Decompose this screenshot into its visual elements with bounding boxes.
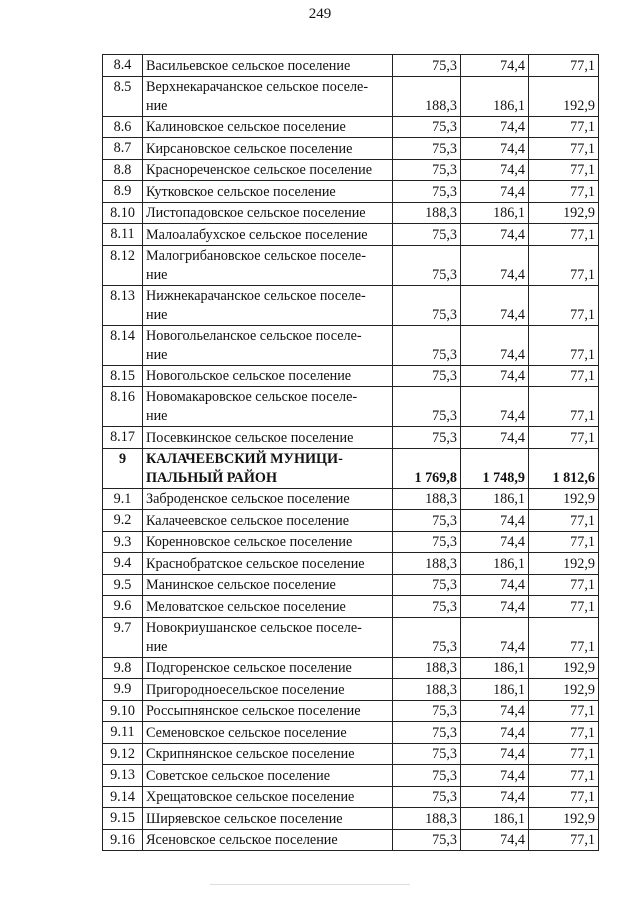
table-row (103, 76, 599, 116)
value-col-3: 77,1 (529, 365, 599, 387)
settlement-name (143, 159, 393, 181)
row-number: 8.9 (103, 181, 143, 203)
row-number: 8.16 (103, 387, 143, 427)
settlement-name-line: Малогрибановское сельское поселе- (146, 247, 366, 264)
settlement-name-line: Заброденское сельское поселение (146, 491, 350, 507)
value-col-1: 75,3 (393, 159, 461, 181)
row-number: 8.5 (103, 76, 143, 116)
value-col-1: 75,3 (393, 285, 461, 325)
value-col-3: 192,9 (529, 657, 599, 679)
value-col-3: 77,1 (529, 574, 599, 596)
settlement-name (143, 722, 393, 744)
value-col-1: 75,3 (393, 138, 461, 160)
settlement-name (143, 531, 393, 553)
row-number: 8.17 (103, 427, 143, 449)
table-row (103, 427, 599, 449)
row-number: 9.7 (103, 617, 143, 657)
value-col-3: 77,1 (529, 116, 599, 138)
row-number: 9.1 (103, 488, 143, 510)
row-number: 8.8 (103, 159, 143, 181)
value-col-2: 74,4 (461, 181, 529, 203)
budget-table (102, 54, 599, 851)
table-row (103, 700, 599, 722)
settlement-name-line: Подгоренское сельское поселение (146, 660, 352, 676)
value-col-3: 77,1 (529, 387, 599, 427)
table-row (103, 387, 599, 427)
settlement-name (143, 245, 393, 285)
settlement-name (143, 202, 393, 224)
value-col-3: 77,1 (529, 325, 599, 365)
value-col-3: 1 812,6 (529, 448, 599, 488)
row-number: 8.6 (103, 116, 143, 138)
row-number: 9.14 (103, 786, 143, 808)
table-row (103, 488, 599, 510)
value-col-1: 75,3 (393, 55, 461, 77)
value-col-1: 75,3 (393, 387, 461, 427)
value-col-1: 75,3 (393, 722, 461, 744)
value-col-2: 1 748,9 (461, 448, 529, 488)
value-col-2: 186,1 (461, 657, 529, 679)
table-row (103, 181, 599, 203)
value-col-3: 77,1 (529, 700, 599, 722)
row-number: 8.13 (103, 285, 143, 325)
settlement-name-line: Посевкинское сельское поселение (146, 429, 354, 446)
settlement-name (143, 55, 393, 77)
settlement-name (143, 285, 393, 325)
value-col-1: 188,3 (393, 202, 461, 224)
settlement-name (143, 488, 393, 510)
row-number: 9.11 (103, 722, 143, 744)
row-number: 9.12 (103, 743, 143, 765)
settlement-name-line: Васильевское сельское поселение (146, 57, 351, 74)
settlement-name (143, 596, 393, 618)
value-col-1: 75,3 (393, 829, 461, 851)
value-col-2: 74,4 (461, 365, 529, 387)
value-col-3: 192,9 (529, 808, 599, 830)
value-col-2: 186,1 (461, 808, 529, 830)
settlement-name-line: Манинское сельское поселение (146, 577, 336, 593)
value-col-3: 77,1 (529, 245, 599, 285)
settlement-name (143, 387, 393, 427)
value-col-2: 186,1 (461, 488, 529, 510)
settlement-name (143, 138, 393, 160)
settlement-name (143, 448, 393, 488)
settlement-name-line: Кирсановское сельское поселение (146, 140, 353, 157)
value-col-3: 77,1 (529, 285, 599, 325)
value-col-3: 77,1 (529, 786, 599, 808)
table-row (103, 138, 599, 160)
settlement-name (143, 427, 393, 449)
settlement-name-line: Ширяевское сельское поселение (146, 810, 343, 827)
settlement-name-line: Семеновское сельское поселение (146, 724, 347, 741)
value-col-3: 192,9 (529, 679, 599, 701)
table-row (103, 55, 599, 77)
settlement-name-line: Новогольское сельское поселение (146, 368, 352, 384)
settlement-name-line: Кутковское сельское поселение (146, 183, 336, 200)
settlement-name (143, 574, 393, 596)
value-col-2: 74,4 (461, 159, 529, 181)
settlement-name (143, 510, 393, 532)
value-col-2: 74,4 (461, 765, 529, 787)
table-row (103, 531, 599, 553)
row-number: 8.10 (103, 202, 143, 224)
table-row (103, 285, 599, 325)
row-number: 9.9 (103, 679, 143, 701)
value-col-2: 74,4 (461, 531, 529, 553)
value-col-3: 192,9 (529, 76, 599, 116)
value-col-2: 74,4 (461, 510, 529, 532)
value-col-1: 188,3 (393, 553, 461, 575)
settlement-name-line: Краснобратское сельское поселение (146, 555, 365, 572)
table-row (103, 245, 599, 285)
settlement-name-line: ние (146, 97, 168, 114)
value-col-3: 192,9 (529, 488, 599, 510)
value-col-2: 74,4 (461, 427, 529, 449)
value-col-1: 1 769,8 (393, 448, 461, 488)
table-body (103, 55, 599, 851)
settlement-name-line: ПАЛЬНЫЙ РАЙОН (146, 469, 277, 486)
value-col-3: 192,9 (529, 202, 599, 224)
value-col-3: 77,1 (529, 829, 599, 851)
value-col-1: 75,3 (393, 765, 461, 787)
value-col-2: 74,4 (461, 224, 529, 246)
value-col-3: 77,1 (529, 181, 599, 203)
value-col-2: 74,4 (461, 285, 529, 325)
value-col-1: 75,3 (393, 245, 461, 285)
row-number: 9.13 (103, 765, 143, 787)
table-row (103, 765, 599, 787)
settlement-name-line: Новокриушанское сельское поселе- (146, 619, 362, 636)
value-col-2: 74,4 (461, 722, 529, 744)
table-row (103, 657, 599, 679)
value-col-2: 186,1 (461, 202, 529, 224)
value-col-1: 188,3 (393, 808, 461, 830)
value-col-3: 77,1 (529, 743, 599, 765)
table-row (103, 365, 599, 387)
value-col-3: 77,1 (529, 55, 599, 77)
settlement-name (143, 808, 393, 830)
settlement-name-line: Малоалабухское сельское поселение (146, 226, 368, 243)
table-row (103, 325, 599, 365)
settlement-name (143, 743, 393, 765)
value-col-3: 77,1 (529, 617, 599, 657)
table-row (103, 617, 599, 657)
value-col-1: 188,3 (393, 76, 461, 116)
value-col-3: 192,9 (529, 553, 599, 575)
value-col-2: 74,4 (461, 116, 529, 138)
settlement-name-line: Калиновское сельское поселение (146, 119, 346, 135)
row-number: 9.6 (103, 596, 143, 618)
value-col-2: 74,4 (461, 387, 529, 427)
settlement-name-line: ние (146, 638, 168, 655)
value-col-1: 75,3 (393, 596, 461, 618)
value-col-3: 77,1 (529, 427, 599, 449)
settlement-name-line: Россыпнянское сельское поселение (146, 703, 361, 719)
table-row (103, 159, 599, 181)
table-row (103, 202, 599, 224)
table-row (103, 743, 599, 765)
value-col-2: 74,4 (461, 574, 529, 596)
settlement-name (143, 553, 393, 575)
settlement-name-line: Новогольеланское сельское поселе- (146, 327, 362, 344)
settlement-name-line: ние (146, 346, 168, 363)
value-col-1: 75,3 (393, 743, 461, 765)
table-row (103, 679, 599, 701)
value-col-1: 188,3 (393, 657, 461, 679)
settlement-name (143, 700, 393, 722)
row-number: 8.12 (103, 245, 143, 285)
table-row (103, 722, 599, 744)
value-col-3: 77,1 (529, 722, 599, 744)
value-col-2: 186,1 (461, 76, 529, 116)
settlement-name (143, 325, 393, 365)
settlement-name (143, 224, 393, 246)
table-row (103, 808, 599, 830)
value-col-3: 77,1 (529, 159, 599, 181)
value-col-2: 74,4 (461, 325, 529, 365)
value-col-2: 74,4 (461, 617, 529, 657)
settlement-name (143, 116, 393, 138)
settlement-name (143, 786, 393, 808)
value-col-2: 186,1 (461, 553, 529, 575)
settlement-name (143, 679, 393, 701)
value-col-1: 75,3 (393, 574, 461, 596)
row-number: 8.15 (103, 365, 143, 387)
value-col-1: 75,3 (393, 700, 461, 722)
row-number: 9 (103, 448, 143, 488)
table-row (103, 829, 599, 851)
page-number: 249 (308, 6, 332, 22)
settlement-name-line: Краснореченское сельское поселение (146, 162, 373, 178)
row-number: 8.11 (103, 224, 143, 246)
settlement-name (143, 829, 393, 851)
settlement-name-line: ние (146, 306, 168, 323)
value-col-1: 188,3 (393, 488, 461, 510)
table-row (103, 553, 599, 575)
value-col-3: 77,1 (529, 510, 599, 532)
value-col-3: 77,1 (529, 765, 599, 787)
settlement-name-line: Калачеевское сельское поселение (146, 512, 349, 529)
value-col-1: 75,3 (393, 116, 461, 138)
settlement-name-line: КАЛАЧЕЕВСКИЙ МУНИЦИ- (146, 450, 343, 467)
settlement-name (143, 657, 393, 679)
row-number: 8.14 (103, 325, 143, 365)
settlement-name-line: ние (146, 266, 168, 283)
row-number: 8.7 (103, 138, 143, 160)
row-number: 9.16 (103, 829, 143, 851)
value-col-3: 77,1 (529, 224, 599, 246)
table-row (103, 786, 599, 808)
table-row (103, 116, 599, 138)
footer-divider (210, 884, 410, 885)
settlement-name-line: Хрещатовское сельское поселение (146, 789, 355, 805)
table-row (103, 574, 599, 596)
row-number: 9.4 (103, 553, 143, 575)
value-col-2: 74,4 (461, 786, 529, 808)
value-col-2: 74,4 (461, 138, 529, 160)
settlement-name-line: Новомакаровское сельское поселе- (146, 389, 358, 405)
row-number: 8.4 (103, 55, 143, 77)
value-col-3: 77,1 (529, 138, 599, 160)
settlement-name-line: Советское сельское поселение (146, 767, 330, 784)
settlement-name (143, 765, 393, 787)
value-col-1: 75,3 (393, 427, 461, 449)
value-col-2: 74,4 (461, 700, 529, 722)
table-row (103, 224, 599, 246)
row-number: 9.8 (103, 657, 143, 679)
settlement-name-line: Меловатское сельское поселение (146, 598, 346, 615)
settlement-name-line: Листопадовское сельское поселение (146, 205, 366, 221)
value-col-1: 75,3 (393, 531, 461, 553)
value-col-1: 75,3 (393, 786, 461, 808)
value-col-2: 74,4 (461, 55, 529, 77)
settlement-name-line: Пригородноесельское поселение (146, 681, 345, 698)
settlement-name (143, 76, 393, 116)
value-col-1: 75,3 (393, 224, 461, 246)
row-number: 9.2 (103, 510, 143, 532)
table-row (103, 596, 599, 618)
value-col-2: 74,4 (461, 743, 529, 765)
value-col-1: 75,3 (393, 617, 461, 657)
value-col-2: 74,4 (461, 245, 529, 285)
settlement-name-line: Ясеновское сельское поселение (146, 832, 338, 848)
settlement-name (143, 617, 393, 657)
value-col-1: 188,3 (393, 679, 461, 701)
value-col-1: 75,3 (393, 181, 461, 203)
value-col-3: 77,1 (529, 596, 599, 618)
settlement-name-line: ние (146, 408, 168, 424)
row-number: 9.5 (103, 574, 143, 596)
value-col-2: 74,4 (461, 829, 529, 851)
table-row (103, 510, 599, 532)
value-col-1: 75,3 (393, 365, 461, 387)
settlement-name-line: Коренновское сельское поселение (146, 534, 353, 550)
value-col-2: 186,1 (461, 679, 529, 701)
row-number: 9.10 (103, 700, 143, 722)
settlement-name-line: Нижнекарачанское сельское поселе- (146, 287, 366, 304)
value-col-2: 74,4 (461, 596, 529, 618)
row-number: 9.15 (103, 808, 143, 830)
table-row (103, 448, 599, 488)
row-number: 9.3 (103, 531, 143, 553)
value-col-1: 75,3 (393, 510, 461, 532)
value-col-3: 77,1 (529, 531, 599, 553)
value-col-1: 75,3 (393, 325, 461, 365)
settlement-name-line: Верхнекарачанское сельское поселе- (146, 78, 369, 95)
settlement-name (143, 365, 393, 387)
settlement-name (143, 181, 393, 203)
settlement-name-line: Скрипнянское сельское поселение (146, 746, 355, 762)
